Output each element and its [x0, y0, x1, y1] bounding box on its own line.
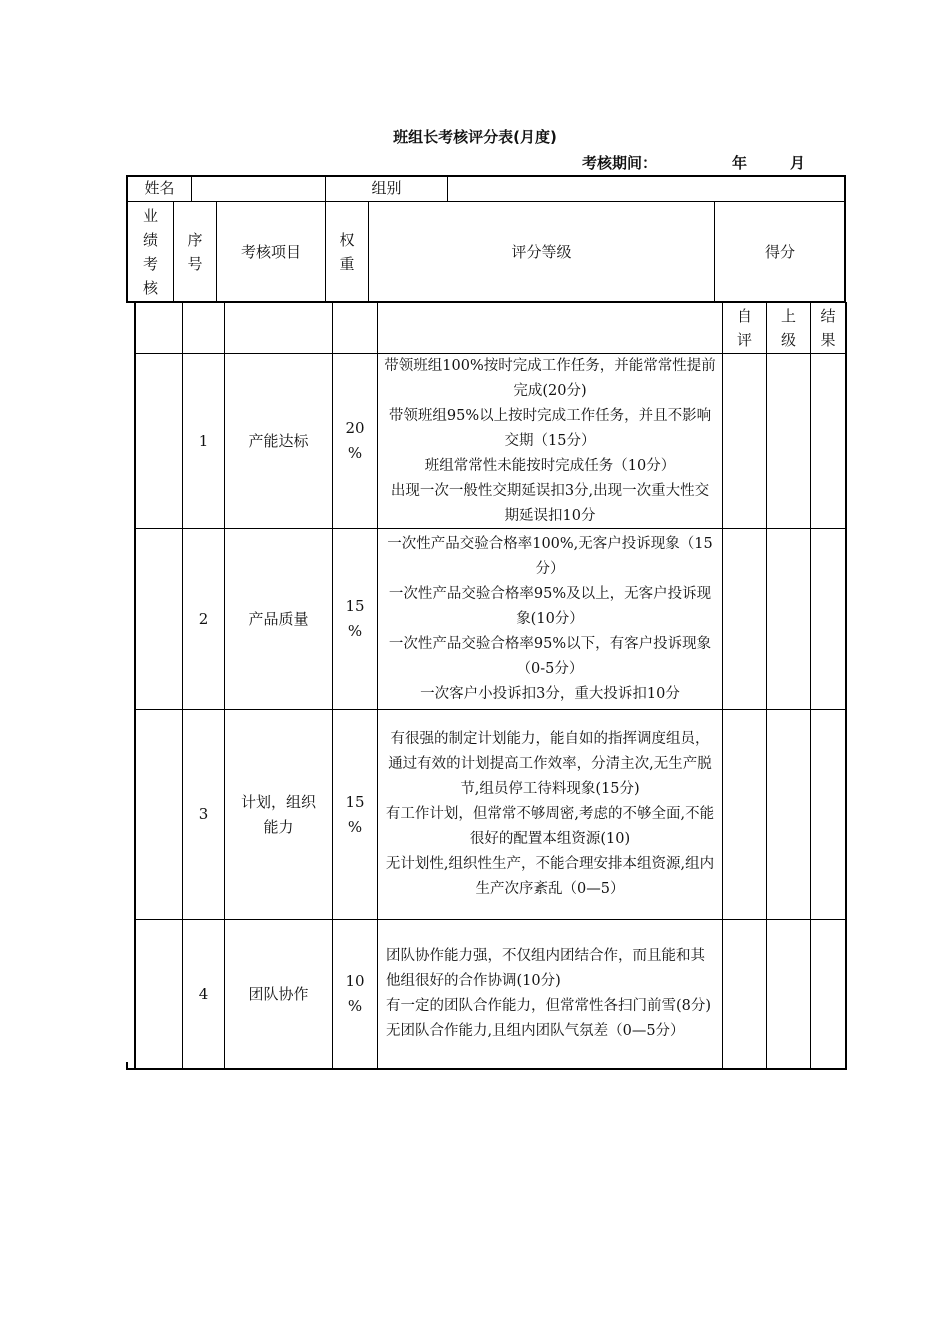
group-field[interactable]: [448, 176, 844, 201]
row-2-weight: 15 %: [345, 597, 365, 640]
criteria-line: 一次性产品交验合格率100%,无客户投诉现象（15分）: [387, 535, 713, 577]
criteria-line: 有一定的团队合作能力，但常常性各扫门前雪(8分): [386, 998, 712, 1014]
criteria-line: 出现一次一般性交期延误扣3分,出现一次重大性交期延误扣10分: [390, 482, 710, 524]
criteria-line: 无团队合作能力,且组内团队气氛差（0—5分）: [386, 1023, 685, 1039]
period-label: 考核期间：: [582, 154, 658, 172]
row-1-index: 1: [198, 431, 209, 450]
row-4-self-score[interactable]: [723, 920, 766, 1068]
criteria-line: 有很强的制定计划能力，能自如的指挥调度组员，通过有效的计划提高工作效率，分清主次,无生产脱节,组员停工待料现象(15分): [388, 731, 712, 797]
header-result: 结果: [820, 307, 836, 349]
period-month-label: 月: [790, 154, 806, 172]
row-2-item: 产品质量: [248, 609, 309, 628]
row-4-weight: 10 %: [345, 972, 365, 1015]
row-4-index: 4: [198, 984, 209, 1003]
row-4-superior-score[interactable]: [767, 920, 810, 1068]
row-3-weight: 15 %: [345, 792, 365, 836]
row-1-self-score[interactable]: [723, 354, 766, 528]
period-year-label: 年: [732, 154, 748, 172]
header-item: 考核项目: [240, 242, 301, 261]
row-4-item: 团队协作: [248, 984, 309, 1003]
criteria-line: 有工作计划，但常常不够周密,考虑的不够全面,不能很好的配置本组资源(10): [385, 806, 715, 847]
row-2-self-score[interactable]: [723, 529, 766, 709]
criteria-line: 班组常常性未能按时完成任务（10分）: [424, 457, 676, 474]
criteria-line: 带领班组95%以上按时完成工作任务，并且不影响交期（15分）: [388, 407, 712, 449]
row-1-superior-score[interactable]: [767, 354, 810, 528]
row-3-item: 计划，组织能力: [240, 792, 316, 836]
header-self-score: 自评: [736, 307, 752, 349]
name-label: 姓名: [144, 179, 175, 197]
header-index: 序号: [187, 231, 203, 273]
criteria-line: 团队协作能力强，不仅组内团结合作，而且能和其他组很好的合作协调(10分): [386, 948, 705, 989]
criteria-line: 一次客户小投诉扣3分，重大投诉扣10分: [420, 685, 680, 702]
row-4-criteria: [380, 920, 720, 1068]
row-4-result[interactable]: [811, 920, 845, 1068]
criteria-line: 一次性产品交验合格率95%及以上，无客户投诉现象(10分）: [388, 585, 712, 627]
row-2-criteria: [380, 529, 720, 709]
header-score: 得分: [764, 242, 795, 261]
row-3-self-score[interactable]: [723, 710, 766, 919]
page-title: 班组长考核评分表(月度): [393, 128, 557, 146]
name-field[interactable]: [192, 176, 325, 201]
header-weight: 权重: [339, 231, 355, 273]
row-1-weight: 20 %: [345, 419, 365, 462]
row-1-item: 产能达标: [248, 431, 309, 450]
group-label: 组别: [371, 179, 402, 197]
criteria-line: 一次性产品交验合格率95%以下，有客户投诉现象（0-5分）: [388, 635, 712, 677]
row-3-result[interactable]: [811, 710, 845, 919]
row-1-result[interactable]: [811, 354, 845, 528]
row-2-superior-score[interactable]: [767, 529, 810, 709]
row-3-index: 3: [198, 805, 209, 823]
row-3-superior-score[interactable]: [767, 710, 810, 919]
header-criteria: 评分等级: [511, 242, 572, 261]
row-3-criteria: [380, 710, 720, 919]
row-1-criteria: [380, 354, 720, 528]
header-superior-score: 上级: [780, 307, 796, 349]
row-2-index: 2: [198, 609, 209, 628]
row-2-result[interactable]: [811, 529, 845, 709]
criteria-line: 无计划性,组织性生产，不能合理安排本组资源,组内生产次序紊乱（0—5）: [385, 856, 715, 897]
criteria-line: 带领班组100%按时完成工作任务，并能常常性提前完成(20分): [384, 357, 716, 399]
header-category: 业绩考核: [142, 207, 158, 297]
